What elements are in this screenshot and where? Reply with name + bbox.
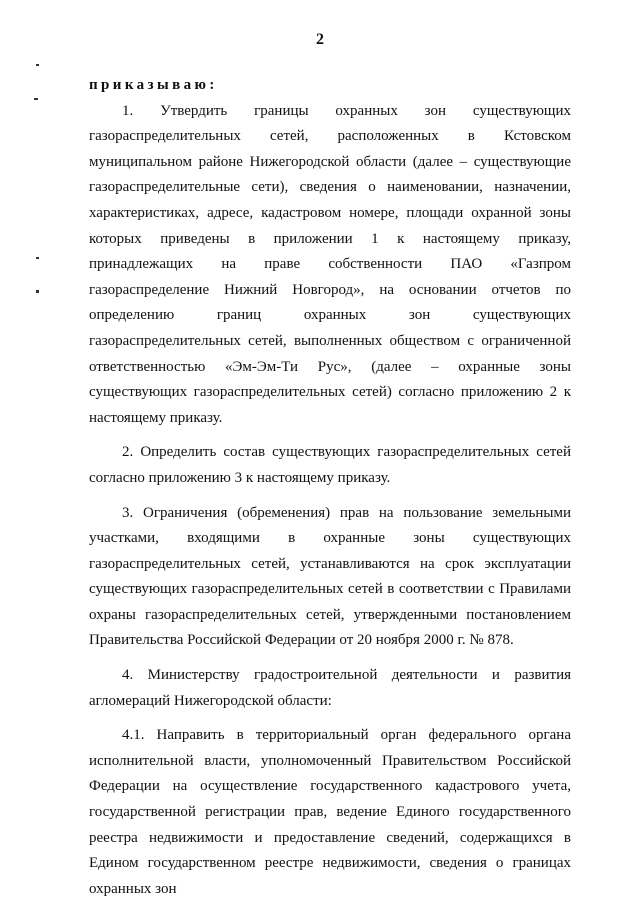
scan-mark [36, 290, 39, 293]
page-number: 2 [316, 31, 324, 48]
order-heading: приказываю: [89, 77, 218, 93]
paragraph-1: 1. Утвердить границы охранных зон существующих газораспределительных сетей, расположенных в Кстовском муниципальном районе Нижегородской области (далее – существующие газораспределительные сети), сведения о наименовании, назначении, характеристиках, адресе, кадастровом номере, площади охранной зоны которых приведены в приложении 1 к настоящему приказу, принадлежащих на праве собственности ПАО «Газпром газораспределение Нижний Новгород», на основании отчетов по определению границ охранных зон существующих газораспределительных сетей, выполненных обществом с ограниченной ответственностью «Эм-Эм-Ти Рус», (далее – охранные зоны существующих газораспределительных сетей) согласно приложению 2 к настоящему приказу. [89, 102, 571, 426]
paragraph-2: 2. Определить состав существующих газораспределительных сетей согласно приложению 3 к настоящему приказу. [89, 444, 571, 486]
scan-mark [36, 257, 39, 259]
paragraph-3: 3. Ограничения (обременения) прав на пользование земельными участками, входящими в охранные зоны существующих газораспределительных сетей, устанавливаются на срок эксплуатации существующих газораспределительных сетей в соответствии с Правилами охраны газораспределительных сетей, утвержденными постановлением Правительства Российской Федерации от 20 ноября 2000 г. № 878. [89, 504, 571, 649]
paragraph-4: 4. Министерству градостроительной деятельности и развития агломераций Нижегородской области: [89, 667, 571, 709]
scan-mark [36, 64, 39, 66]
scan-mark [34, 98, 38, 100]
document-body [89, 73, 571, 902]
paragraph-4-1: 4.1. Направить в территориальный орган федерального органа исполнительной власти, уполномоченный Правительством Российской Федерации на осуществление государственного кадастрового учета, государственной регистрации прав, ведение Единого государственного реестра недвижимости и предоставление сведений, содержащихся в Едином государственном реестре недвижимости, сведения о границах охранных зон [89, 727, 571, 897]
